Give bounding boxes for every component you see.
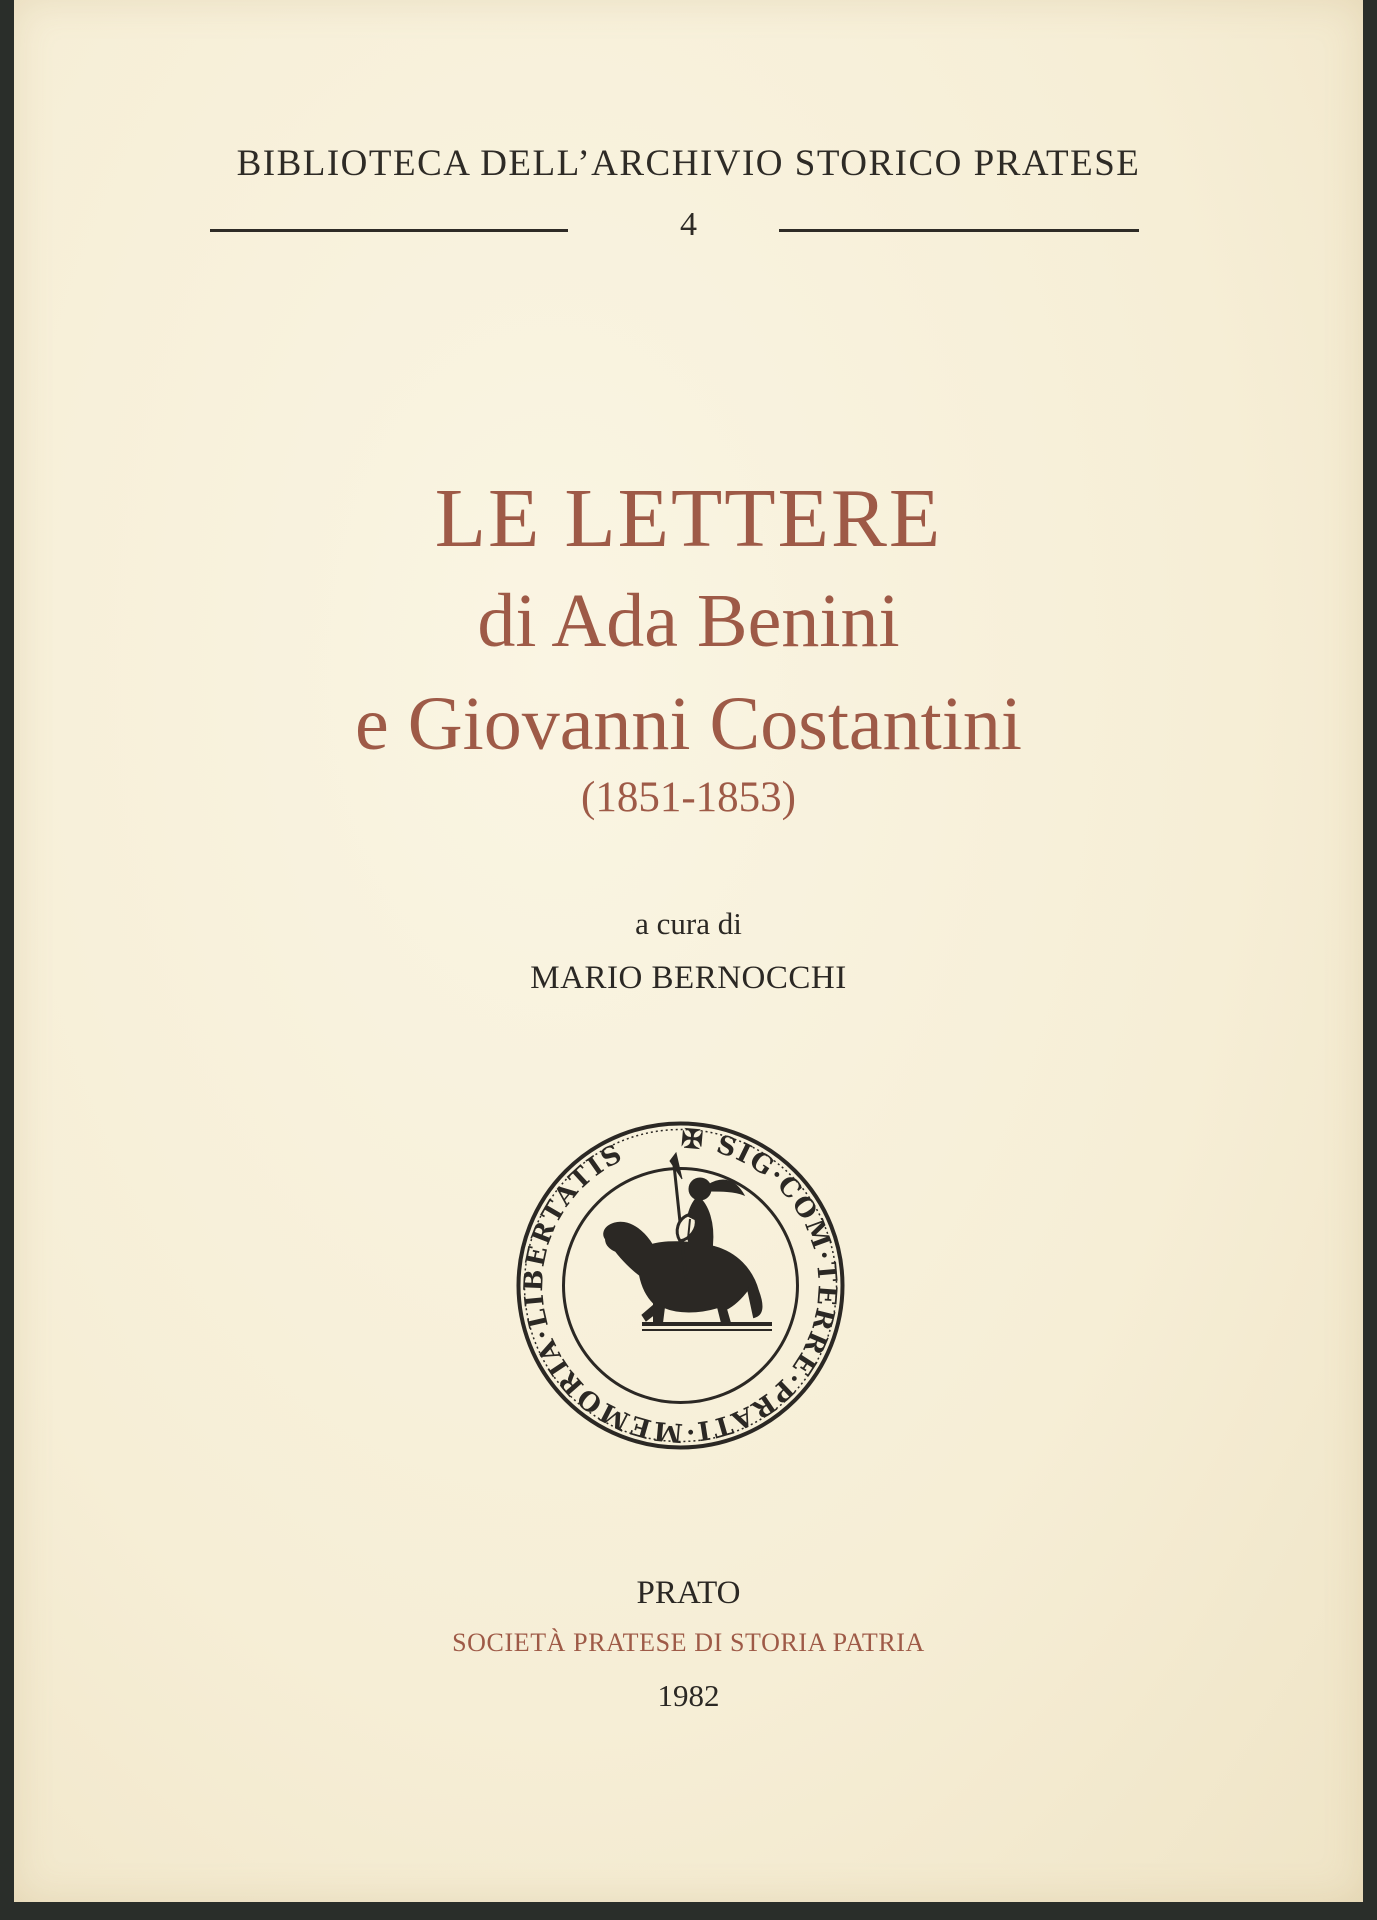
editor-name: MARIO BERNOCCHI (530, 960, 847, 996)
book-title-line-3: e Giovanni Costantini (354, 682, 1023, 766)
book-title-line-2: di Ada Benini (477, 579, 900, 663)
book-cover (14, 0, 1363, 1902)
publisher-name: SOCIETÀ PRATESE DI STORIA PATRIA (452, 1628, 925, 1657)
curated-by-label: a cura di (635, 906, 742, 941)
seal-legend: ✠ SIG·COM·TERRE·PRATI·MEMORIA·LIBERTATIS (519, 1124, 842, 1448)
book-dates: (1851-1853) (581, 774, 796, 821)
seal-emblem (514, 1119, 847, 1452)
publication-year: 1982 (657, 1678, 720, 1713)
publication-place: PRATO (636, 1575, 741, 1611)
series-title: BIBLIOTECA DELL’ARCHIVIO STORICO PRATESE (236, 143, 1141, 184)
right-rule (779, 229, 1139, 232)
volume-number: 4 (680, 206, 697, 243)
book-title-line-1: LE LETTERE (434, 472, 943, 565)
